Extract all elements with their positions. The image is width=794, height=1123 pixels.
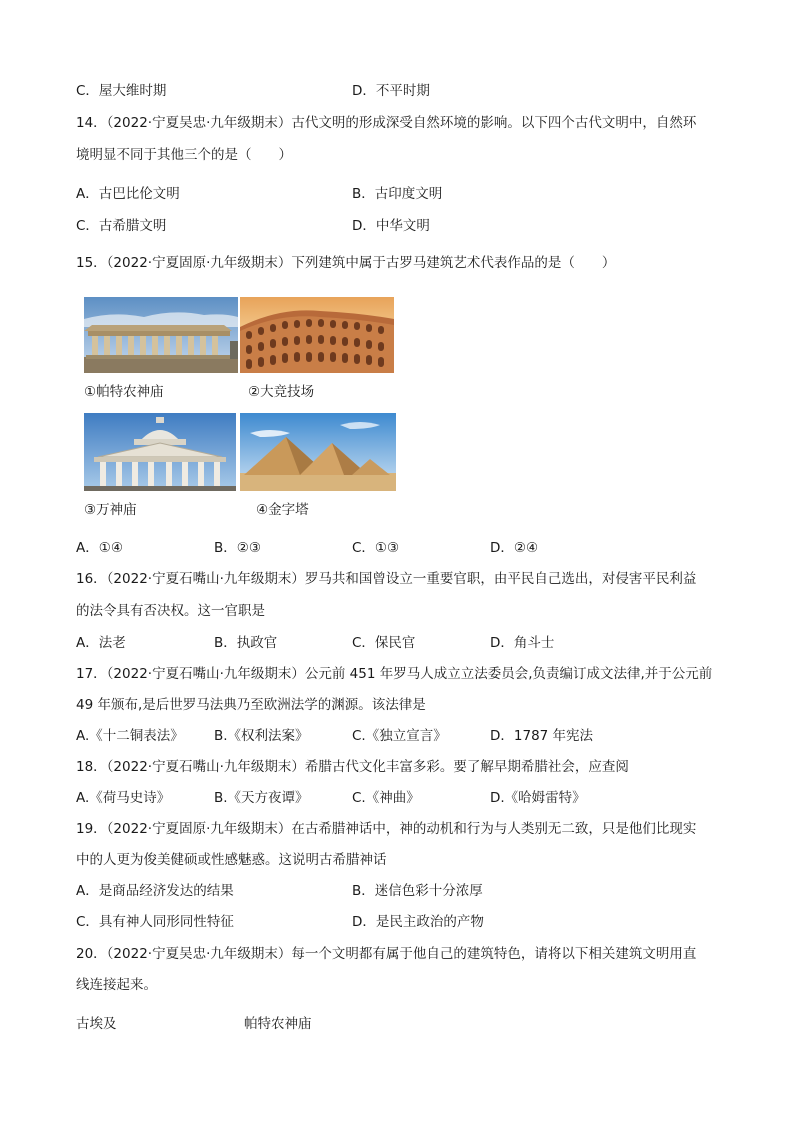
q15-option-a: A．①④ xyxy=(76,540,123,556)
q16-stem-line2: 的法令具有否决权。这一官职是 xyxy=(76,603,265,619)
q19-option-a: A．是商品经济发达的结果 xyxy=(76,883,234,899)
q17-option-b: B.《权利法案》 xyxy=(214,728,309,744)
q20-stem-line1: 20．（2022·宁夏吴忠·九年级期末）每一个文明都有属于他自己的建筑特色，请将以下相关建筑文明用直 xyxy=(76,946,697,962)
q15-stem: 15．（2022·宁夏固原·九年级期末）下列建筑中属于古罗马建筑艺术代表作品的是（ ） xyxy=(76,255,616,271)
q16-option-d: D．角斗士 xyxy=(490,635,555,651)
q19-option-d: D．是民主政治的产物 xyxy=(352,914,484,930)
colosseum-image xyxy=(240,297,394,373)
q19-stem-line1: 19．（2022·宁夏固原·九年级期末）在古希腊神话中，神的动机和行为与人类别无二致，只是他们比现实 xyxy=(76,821,697,837)
q18-option-c: C.《神曲》 xyxy=(352,790,420,806)
q14-option-b: B．古印度文明 xyxy=(352,186,443,202)
q18-option-d: D.《哈姆雷特》 xyxy=(490,790,586,806)
q18-stem: 18．（2022·宁夏石嘴山·九年级期末）希腊古代文化丰富多彩。要了解早期希腊社会，应查阅 xyxy=(76,759,629,775)
q18-option-b: B.《天方夜谭》 xyxy=(214,790,309,806)
q17-stem-line2: 49 年颁布,是后世罗马法典乃至欧洲法学的渊源。该法律是 xyxy=(76,697,426,713)
q20-left-item: 古埃及 xyxy=(76,1016,117,1032)
q14-option-a: A．古巴比伦文明 xyxy=(76,186,180,202)
q17-stem-line1: 17．（2022·宁夏石嘴山·九年级期末）公元前 451 年罗马人成立立法委员会,负责编订成文法律,并于公元前 xyxy=(76,666,713,682)
q16-stem-line1: 16．（2022·宁夏石嘴山·九年级期末）罗马共和国曾设立一重要官职，由平民自己选出，对侵害平民利益 xyxy=(76,571,697,587)
q19-option-b: B．迷信色彩十分浓厚 xyxy=(352,883,483,899)
q15-option-d: D．②④ xyxy=(490,540,539,556)
q13-option-c: C．屋大维时期 xyxy=(76,83,167,99)
q15-option-c: C．①③ xyxy=(352,540,400,556)
pantheon-image xyxy=(84,413,236,491)
q17-option-c: C.《独立宣言》 xyxy=(352,728,447,744)
q16-option-b: B．执政官 xyxy=(214,635,278,651)
caption-pantheon: ③万神庙 xyxy=(84,502,137,518)
q17-option-a: A.《十二铜表法》 xyxy=(76,728,184,744)
q19-stem-line2: 中的人更为俊美健硕或性感魅惑。这说明古希腊神话 xyxy=(76,852,387,868)
parthenon-image xyxy=(84,297,238,373)
q13-option-d: D．不平时期 xyxy=(352,83,430,99)
q14-option-c: C．古希腊文明 xyxy=(76,218,167,234)
q14-stem-line2: 境明显不同于其他三个的是（ ） xyxy=(76,147,292,163)
q14-option-d: D．中华文明 xyxy=(352,218,430,234)
caption-pyramids: ④金字塔 xyxy=(256,502,309,518)
q16-option-a: A．法老 xyxy=(76,635,126,651)
q19-option-c: C．具有神人同形同性特征 xyxy=(76,914,234,930)
pyramids-image xyxy=(240,413,396,491)
caption-parthenon: ①帕特农神庙 xyxy=(84,384,164,400)
q15-option-b: B．②③ xyxy=(214,540,261,556)
q20-right-item: 帕特农神庙 xyxy=(244,1016,312,1032)
q18-option-a: A.《荷马史诗》 xyxy=(76,790,171,806)
q14-stem-line1: 14．（2022·宁夏吴忠·九年级期末）古代文明的形成深受自然环境的影响。以下四个古代文明中，自然环 xyxy=(76,115,697,131)
q16-option-c: C．保民官 xyxy=(352,635,416,651)
caption-colosseum: ②大竞技场 xyxy=(248,384,315,400)
q20-stem-line2: 线连接起来。 xyxy=(76,977,157,993)
q17-option-d: D．1787 年宪法 xyxy=(490,728,594,744)
